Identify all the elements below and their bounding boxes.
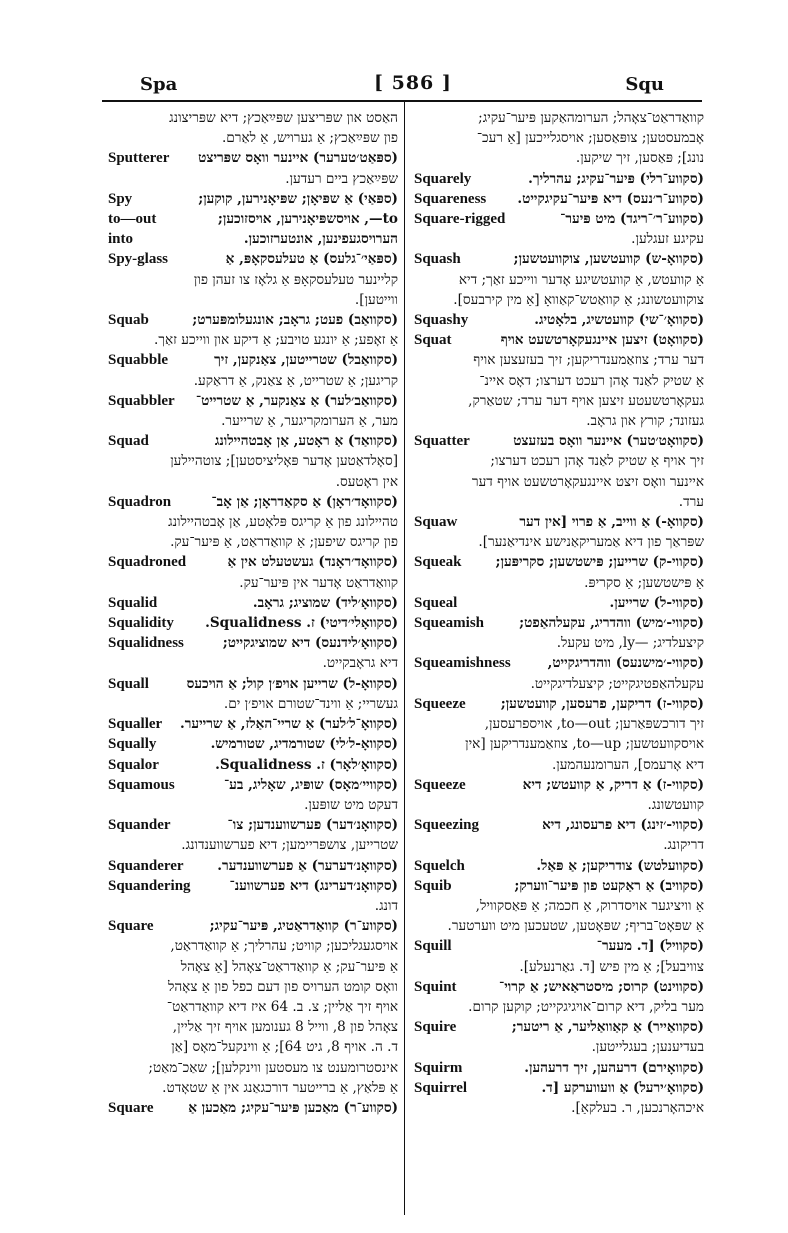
dictionary-entry — [108, 856, 398, 876]
entry-continuation — [414, 270, 704, 290]
entry-continuation — [108, 573, 398, 593]
entry-definition: (סקוואָד׳ראָן) אַ סקאַדראָן; אַן אָב־ — [211, 493, 398, 510]
entry-definition: בעדיענען; בעגלייטען. — [591, 1039, 704, 1056]
entry-continuation — [414, 755, 704, 775]
entry-definition: (סקוואָנ׳דערינג) דיא פערשווענ־ — [229, 877, 398, 894]
entry-continuation — [108, 290, 398, 310]
entry-definition: (סקוואָט׳טער) איינער וואָס בעזעצט — [513, 433, 704, 450]
entry-definition: געזונד; קורץ און גראָב. — [586, 413, 704, 430]
entry-continuation — [108, 795, 398, 815]
entry-headword: Square — [108, 918, 154, 935]
entry-continuation — [108, 108, 398, 128]
entry-definition: (סקוואַייר) אַ קאַוואַליער, אַ ריטער; — [511, 1019, 704, 1036]
dictionary-entry — [108, 229, 398, 249]
entry-continuation — [414, 674, 704, 694]
entry-definition: (סקוואַד) אַ ראָטע, אַן אָבטהיילונג — [214, 433, 398, 450]
entry-continuation — [108, 128, 398, 148]
entry-headword: to—out — [108, 211, 157, 228]
entry-definition: (סקווע־ר) קוואַדראַטיג, פּיער־עקיג; — [209, 918, 398, 935]
entry-definition: (סקוואַב) פעט; גראָב; אונגעלומפּערט; — [192, 312, 398, 329]
entry-headword: Squirrel — [414, 1079, 468, 1096]
dictionary-entry — [108, 613, 398, 633]
entry-definition: הערויסגעפינען, אונטערזוכען. — [243, 231, 398, 248]
entry-definition: (סקווע־רלי) פּיער־עקיג; עהרליך. — [528, 170, 704, 187]
entry-definition: (סקווי-ל) שרייען. — [609, 594, 704, 611]
entry-definition: (סקווי-ז) אַ דריק, אַ קוועטש; דיא — [522, 776, 704, 793]
entry-definition: קוועטשונג. — [647, 796, 704, 813]
entry-continuation — [414, 1037, 704, 1057]
dictionary-entry — [414, 209, 704, 229]
entry-headword: Squeal — [414, 594, 458, 611]
entry-definition: געשריי; אַ ווינד־שטורם אויפ׳ן ים. — [223, 695, 398, 712]
entry-continuation — [108, 330, 398, 350]
entry-definition: אַ פּלאַץ, אַ ברייטער דורכגאַנג אין אַ שטאָדט. — [162, 1079, 398, 1096]
left-column — [108, 108, 398, 1216]
entry-continuation — [414, 734, 704, 754]
entry-continuation — [414, 128, 704, 148]
entry-continuation — [414, 350, 704, 370]
entry-definition: אויף זיך אַליין; צ. ב. 64 איז דיא קוואַדראַט־ — [166, 998, 398, 1015]
entry-definition: (סקווי-׳מישנעס) ווהדריגקייט, — [547, 655, 704, 672]
entry-definition: (סקוואָ-ל) שרייען אויפ׳ן קול; אַ הויכעס — [186, 675, 398, 692]
dictionary-entry — [414, 512, 704, 532]
entry-continuation — [108, 270, 398, 290]
entry-definition: (סקווינט) קרוס; מיסטראַאיש; אַ קרוי־ — [499, 978, 704, 995]
entry-headword: Spy-glass — [108, 251, 169, 268]
entry-continuation — [414, 795, 704, 815]
entry-definition: to—, אויסשפּיאָנירען, אויסזוכען; — [217, 211, 398, 228]
dictionary-entry — [414, 775, 704, 795]
entry-definition: עקיגע זעגלען. — [631, 231, 704, 248]
dictionary-entry — [108, 633, 398, 653]
entry-definition: (סקוואָ׳ירעל) אַ וועווערקע [ד. — [541, 1079, 704, 1096]
entry-definition: (ספּאַי׳־גלעס) אַ טעלעסקאָפּ, אַ — [225, 251, 398, 268]
entry-definition: (סקוויי׳מאָס) שופּיג, שאָליג, בע־ — [223, 776, 398, 793]
dictionary-entry — [414, 431, 704, 451]
entry-continuation — [414, 290, 704, 310]
entry-headword: Squeamishness — [414, 655, 511, 672]
entry-continuation — [414, 391, 704, 411]
dictionary-entry — [414, 613, 704, 633]
dictionary-entry — [414, 936, 704, 956]
entry-definition: (סקוואָד׳ראָנד) געשטעלט אין אַ — [227, 554, 398, 571]
entry-continuation — [414, 1098, 704, 1118]
entry-headword: Squadroned — [108, 554, 187, 571]
dictionary-entry — [108, 755, 398, 775]
entry-definition: אויסגעגליכען; קוויט; עהרליך; אַ קוואַדראַט, — [170, 938, 398, 955]
entry-definition: מער, אַ הערומקריגער, אַ שרייער. — [221, 413, 398, 430]
dictionary-entry — [108, 674, 398, 694]
entry-definition: שפּײַאַכץ ביים רעדען. — [285, 170, 398, 187]
dictionary-entry — [414, 1058, 704, 1078]
entry-continuation — [108, 411, 398, 431]
entry-continuation — [108, 694, 398, 714]
entry-headword: Squire — [414, 1019, 457, 1036]
entry-headword: Squatter — [414, 433, 470, 450]
entry-definition: נונג]; פּאַסען, זיך שיקען. — [575, 150, 704, 167]
entry-definition: צוקוועטשונג; אַ קוואַטש־קאַוואָ [אַ מין קירבעס]. — [453, 291, 704, 308]
entry-definition: פון שפּײַאַכץ; אַ גערויש, אַ לאַרם. — [221, 130, 398, 147]
dictionary-entry — [414, 977, 704, 997]
entry-headword: Square — [108, 1099, 154, 1116]
entry-continuation — [108, 169, 398, 189]
entry-headword: Squeamish — [414, 615, 485, 632]
entry-definition: (ספּאַי) אַ שפּיאָן; שפּיאָנירען, קוקען; — [198, 190, 398, 207]
entry-continuation — [108, 896, 398, 916]
entry-definition: (סקוואָ׳לידנעס) דיא שמוציגקייט; — [222, 635, 398, 652]
entry-definition: אויסקוועטשען; to—up, צוזאַמענדריקען [אין — [465, 736, 704, 753]
entry-definition: זיך דורכשפּאַרען; to—out, אויספרעסען, — [484, 716, 704, 733]
entry-headword: Squalor — [108, 756, 159, 773]
entry-definition: דריקונג. — [663, 837, 704, 854]
entry-definition: קריגען; אַ שטרייט, אַ צאַנק, אַ דראַקע. — [193, 372, 398, 389]
entry-definition: אַ שפּאָט־בריף; שפּאָטען, שטעכען מיט ווערטער. — [447, 918, 704, 935]
entry-definition: ווייטען]. — [354, 291, 398, 308]
dictionary-entry — [108, 1098, 398, 1118]
entry-continuation — [108, 835, 398, 855]
entry-headword: Squelch — [414, 857, 465, 874]
entry-definition: (סקוואַבל) שטרייטען, צאַנקען, זיך — [214, 352, 398, 369]
entry-definition: אַ שטיק לאַנד אָהן רעכט דערצו; דאָס איינ־ — [479, 372, 704, 389]
entry-headword: Squad — [108, 433, 149, 450]
entry-continuation — [108, 1078, 398, 1098]
entry-definition: (סקווי-ז) דריקען, פרעסען, קוועטשען; — [500, 695, 704, 712]
entry-definition: קוואַדראַט אָדער אין פּיער־עק. — [239, 574, 398, 591]
entry-headword: Squander — [108, 817, 171, 834]
entry-definition: (סקווי-ק) שרייען; פּישטשען; סקריפּען; — [495, 554, 704, 571]
entry-continuation — [108, 371, 398, 391]
dictionary-entry — [414, 815, 704, 835]
entry-headword: Squint — [414, 978, 457, 995]
entry-continuation — [108, 1017, 398, 1037]
dictionary-entry — [108, 552, 398, 572]
entry-continuation — [414, 997, 704, 1017]
entry-continuation — [108, 977, 398, 997]
entry-headword: Squadron — [108, 493, 172, 510]
dictionary-entry — [108, 492, 398, 512]
entry-continuation — [414, 472, 704, 492]
entry-headword: Squill — [414, 938, 452, 955]
entry-continuation — [414, 411, 704, 431]
entry-definition: דונג. — [374, 897, 398, 914]
entry-definition: איינער וואָס זיצט איינגעקאָרטשעט אויף דער — [471, 473, 704, 490]
page-header — [100, 70, 700, 98]
dictionary-entry — [414, 552, 704, 572]
entry-definition: אין ראָטעס. — [335, 473, 398, 490]
entry-continuation — [108, 653, 398, 673]
entry-headword: Squash — [414, 251, 461, 268]
entry-definition: אַ פּישטשען; אַ סקריפּ. — [584, 574, 704, 591]
entry-headword: Squashy — [414, 312, 469, 329]
entry-headword: Squandering — [108, 877, 191, 894]
dictionary-entry — [414, 653, 704, 673]
entry-headword: Square-rigged — [414, 211, 506, 228]
entry-definition: דעקט מיט שופּען. — [304, 796, 398, 813]
entry-definition: (סקוואָ׳לאָר) ז. Squalidness. — [215, 756, 398, 773]
dictionary-entry — [414, 1078, 704, 1098]
entry-definition: (סקוואָ-) אַ ווייב, אַ פרוי [אין דער — [519, 514, 704, 531]
entry-headword: Squareness — [414, 190, 487, 207]
entry-definition: טהיילונג פון אַ קריגס פּלאָטע, אַן אָבטהיילונג — [168, 514, 398, 531]
dictionary-entry — [414, 694, 704, 714]
entry-headword: Squeeze — [414, 776, 466, 793]
entry-definition: צאָהל פון 8, ווייל 8 גענומען אויף זיך אַליין, — [172, 1019, 398, 1036]
running-head-right: Squ — [625, 74, 664, 95]
entry-continuation — [414, 957, 704, 977]
entry-headword: Squat — [414, 332, 452, 349]
entry-definition: אינסטרומענט צו מעסטען ווינקלען]; שאַכ־מאַט; — [148, 1059, 398, 1076]
dictionary-entry — [414, 330, 704, 350]
entry-continuation — [108, 997, 398, 1017]
header-rule — [102, 100, 702, 102]
entry-headword: Squabble — [108, 352, 169, 369]
entry-headword: Squarely — [414, 170, 472, 187]
entry-headword: Squally — [108, 736, 157, 753]
entry-continuation — [414, 633, 704, 653]
entry-definition: אַ קוועטש, אַ קוועטשיגע אָדער ווייכע זאַך; דיא — [458, 271, 704, 288]
dictionary-entry — [108, 815, 398, 835]
entry-definition: קוואַדראַט־צאָהל; הערומהאַקען פּיער־עקיג; — [478, 110, 704, 126]
entry-headword: Spy — [108, 190, 133, 207]
entry-continuation — [414, 371, 704, 391]
entry-headword: Squib — [414, 877, 452, 894]
entry-definition: (סקוואָ-ש) קוועטשען, צוקוועטשען; — [513, 251, 704, 268]
dictionary-entry — [414, 856, 704, 876]
entry-definition: (סקווע־ר) מאַכען פּיער־עקיג; מאַכען אַ — [188, 1099, 398, 1116]
entry-definition: וואָס קומט הערויס פון דעם כפל פון אַ צאָהל — [168, 978, 398, 995]
entry-headword: Squeak — [414, 554, 462, 571]
entry-definition: איכהאָרנכען, ר. בעלקאַ]. — [571, 1099, 704, 1116]
entry-definition: עקעלהאַפטיגקייט; קיצעלדיגקייט. — [530, 675, 704, 692]
entry-continuation — [414, 835, 704, 855]
entry-headword: Squeeze — [414, 695, 466, 712]
dictionary-entry — [414, 310, 704, 330]
dictionary-entry — [414, 876, 704, 896]
entry-continuation — [108, 936, 398, 956]
entry-definition: (סקוואָנ׳דער) פערשווענדען; צו־ — [227, 817, 398, 834]
column-divider — [404, 102, 405, 1215]
entry-definition: (סקוויל) [ד. מעער־ — [596, 938, 704, 955]
dictionary-entry — [414, 1017, 704, 1037]
entry-definition: ד. ה. אויף 8, גיט 64]; אַ ווינקעל־מאָס [אַן — [171, 1039, 398, 1056]
entry-headword: Squab — [108, 312, 149, 329]
entry-headword: Squanderer — [108, 857, 184, 874]
dictionary-entry — [108, 350, 398, 370]
entry-definition: אַ וויציגער אויסדרוק, אַ חכמה; אַ פּאַסקוויל, — [475, 897, 704, 914]
entry-definition: (סקוואַב׳לער) אַ צאַנקער, אַ שטרייט־ — [195, 392, 398, 409]
dictionary-entry — [414, 189, 704, 209]
entry-headword: Squirm — [414, 1059, 463, 1076]
entry-definition: (סקוואָירם) דרעהען, זיך דרעהען. — [524, 1059, 704, 1076]
entry-definition: (סקווי-׳מיש) ווהדריג, עקעלהאַפט; — [519, 615, 704, 632]
entry-definition: (סקוואָט) זיצען איינגעקאָרטשעט אויף — [500, 332, 704, 349]
entry-continuation — [108, 1058, 398, 1078]
entry-continuation — [414, 148, 704, 168]
entry-continuation — [414, 451, 704, 471]
entry-continuation — [414, 573, 704, 593]
entry-definition: קיצעלדיג; —ly, מיט עקעל. — [556, 635, 704, 652]
entry-definition: געקאָרטשעטע זיצען אויף דער ערד; שטאַרק, — [468, 392, 704, 409]
entry-definition: אָבמעסטען; צופּאַסען; אויסגלייכען [אַ רעכ־ — [476, 130, 704, 147]
entry-continuation — [108, 957, 398, 977]
dictionary-entry — [108, 249, 398, 269]
entry-continuation — [414, 916, 704, 936]
dictionary-entry — [108, 310, 398, 330]
entry-definition: קליינער טעלעסקאָפּ אַ גלאָז צו זעהן פון — [193, 271, 398, 288]
entry-continuation — [108, 472, 398, 492]
entry-definition: האַסט און שפּריצען שפּײַאַכץ; דיא שפּריצונג — [169, 110, 398, 126]
entry-definition: (סקוואָלי׳דיטי) ז. Squalidness. — [205, 615, 398, 632]
dictionary-entry — [108, 876, 398, 896]
dictionary-entry — [108, 209, 398, 229]
entry-headword: Squamous — [108, 776, 175, 793]
entry-definition: (סקוואָנ׳דערער) אַ פערשווענדער. — [217, 857, 398, 874]
entry-definition: מער בליק, דיא קרום־אויגיגקייט; קוקען קרום. — [468, 998, 704, 1015]
entry-definition: (סקוויב) אַ ראַקעט פון פּיער־ווערק; — [514, 877, 704, 894]
dictionary-entry — [108, 734, 398, 754]
entry-continuation — [414, 896, 704, 916]
page-number: [ 586 ] — [374, 72, 452, 94]
dictionary-entry — [108, 189, 398, 209]
dictionary-entry — [108, 431, 398, 451]
entry-continuation — [414, 492, 704, 512]
dictionary-entry — [108, 714, 398, 734]
entry-continuation — [414, 714, 704, 734]
dictionary-entry — [108, 593, 398, 613]
dictionary-entry — [108, 916, 398, 936]
entry-definition: פון קריגס שיפען; אַ קוואַדראַט, אַ פּיער־עק. — [170, 534, 398, 551]
entry-continuation — [108, 451, 398, 471]
entry-definition: (סקווי-׳זינג) דיא פרעסונג, דיא — [542, 817, 704, 834]
entry-continuation — [108, 512, 398, 532]
dictionary-entry — [108, 391, 398, 411]
dictionary-entry — [108, 148, 398, 168]
entry-headword: Sputterer — [108, 150, 170, 167]
dictionary-entry — [108, 775, 398, 795]
entry-definition: אַ פּיער־עק; אַ קוואַדראַט־צאָהל [אַ צאָהל — [180, 958, 398, 975]
entry-headword: Squalidness — [108, 635, 184, 652]
entry-definition: דיא גראָבקייט. — [322, 655, 398, 672]
entry-headword: Squabbler — [108, 392, 175, 409]
entry-definition: [סאָלדאַטען אָדער פּאָליציסטען]; צוטהיילען — [170, 453, 398, 470]
dictionary-entry — [414, 169, 704, 189]
entry-definition: (סקוועלטש) צודריקען; אַ פּאַל. — [536, 857, 704, 874]
entry-headword: Squaller — [108, 716, 163, 733]
entry-definition: (סקוואָ־ל׳לער) אַ שריי־האַלז, אַ שרייער. — [180, 716, 398, 733]
entry-definition: (סקווע־ר׳נעס) דיא פּיער־עקיגקייט. — [517, 190, 704, 207]
right-column — [414, 108, 704, 1216]
entry-definition: צוויבעל]; אַ מין פיש [ד. גאַרנעלע]. — [519, 958, 704, 975]
entry-definition: ערד. — [678, 493, 704, 510]
dictionary-entry — [414, 593, 704, 613]
entry-headword: Squaw — [414, 514, 458, 531]
entry-definition: אַ זאָפע; אַ יונגע טויבע; אַ דיקע און ווייכע זאַך. — [154, 332, 398, 349]
entry-continuation — [108, 1037, 398, 1057]
entry-headword: Squalid — [108, 594, 158, 611]
entry-definition: (סקווע־ר׳־ריגד) מיט פּיער־ — [560, 211, 704, 228]
entry-definition: (סקוואָ׳־שי) קוועטשיג, בלאָטיג. — [534, 312, 704, 329]
entry-definition: זיך אויף אַ שטיק לאַנד אָהן רעכט דערצו; — [490, 453, 704, 470]
entry-definition: (ספּאַט׳טערער) איינער וואָס שפּריצט — [198, 150, 398, 167]
entry-continuation — [414, 532, 704, 552]
running-head-left: Spa — [140, 74, 178, 95]
entry-definition: (סקוואָ-ל׳לי) שטורמדיג, שטורמיש. — [210, 736, 398, 753]
entry-headword: into — [108, 231, 134, 248]
dictionary-entry — [414, 249, 704, 269]
entry-continuation — [414, 108, 704, 128]
entry-headword: Squalidity — [108, 615, 174, 632]
entry-continuation — [414, 229, 704, 249]
entry-headword: Squall — [108, 675, 149, 692]
entry-definition: שפּראַך פון דיא אַמעריקאַנישע אינדיאַנער]. — [478, 534, 704, 551]
entry-definition: (סקוואָ׳ליד) שמוציג; גראָב. — [252, 594, 398, 611]
entry-continuation — [108, 532, 398, 552]
entry-definition: שטרייען, צושפּריימען; דיא פערשווענדונג. — [181, 837, 398, 854]
entry-definition: דיא אָרעמס], הערומנעהמען. — [551, 756, 704, 773]
entry-definition: דער ערד; צוזאַמענדריקען; זיך בעזעצען אויף — [473, 352, 704, 369]
entry-headword: Squeezing — [414, 817, 480, 834]
